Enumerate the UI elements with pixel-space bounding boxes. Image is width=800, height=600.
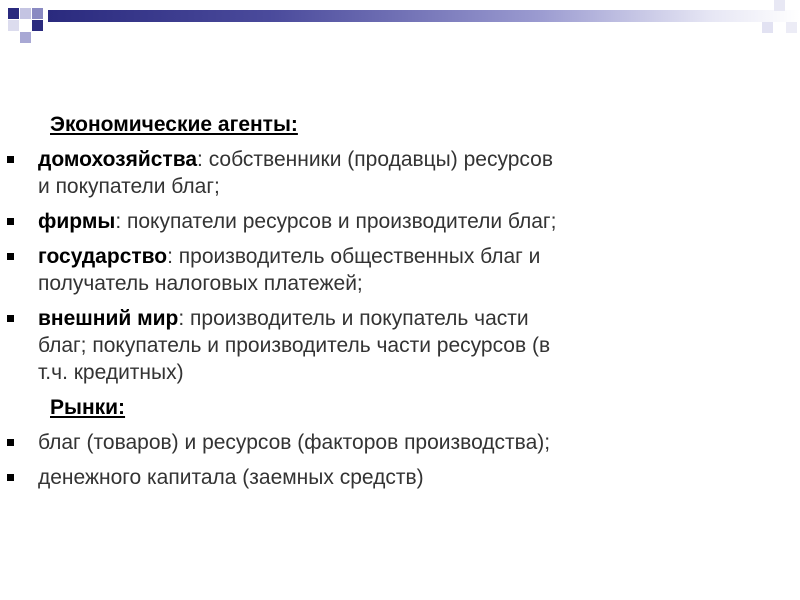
bullet-item [0, 243, 800, 297]
bullet-term: фирмы [38, 210, 116, 233]
bullet-text: получатель налоговых платежей; [38, 272, 363, 295]
gradient-bar [48, 10, 800, 22]
section-heading: Рынки: [50, 396, 126, 419]
bullet-text: : производитель общественных благ и [167, 245, 541, 268]
decor-square [32, 8, 43, 19]
bullet-line [38, 332, 800, 359]
decor-square [762, 22, 773, 33]
bullet-text: т.ч. кредитных) [38, 361, 184, 384]
bullet-line [38, 208, 800, 235]
bullet-marker [7, 439, 14, 446]
bullet-line [38, 429, 800, 456]
bullet-line [38, 359, 800, 386]
decor-square [20, 32, 31, 43]
slide-body [0, 111, 800, 491]
bullet-item [0, 464, 800, 491]
bullet-item [0, 429, 800, 456]
bullet-marker [7, 253, 14, 260]
bullet-text: денежного капитала (заемных средств) [38, 466, 424, 489]
decor-square [32, 20, 43, 31]
bullet-text: благ (товаров) и ресурсов (факторов производства); [38, 431, 551, 454]
bullet-text: : производитель и покупатель части [178, 307, 529, 330]
bullet-marker [7, 315, 14, 322]
bullet-line [38, 173, 800, 200]
bullet-line [38, 270, 800, 297]
decor-square [20, 8, 31, 19]
bullet-item [0, 305, 800, 386]
bullet-text: и покупатели благ; [38, 175, 220, 198]
bullet-text: : собственники (продавцы) ресурсов [197, 148, 553, 171]
bullet-line [38, 243, 800, 270]
decor-square [8, 8, 19, 19]
decor-square [8, 20, 19, 31]
bullet-line [38, 305, 800, 332]
bullet-marker [7, 156, 14, 163]
bullet-line [38, 464, 800, 491]
bullet-marker [7, 218, 14, 225]
decor-square [786, 22, 797, 33]
bullet-item [0, 208, 800, 235]
bullet-term: государство [38, 245, 168, 268]
bullet-term: домохозяйства [38, 148, 198, 171]
bullet-marker [7, 474, 14, 481]
bullet-text: благ; покупатель и производитель части ресурсов (в [38, 334, 551, 357]
bullet-line [38, 146, 800, 173]
section-heading: Экономические агенты: [50, 113, 298, 136]
decor-square [774, 0, 785, 11]
bullet-term: внешний мир [38, 307, 179, 330]
bullet-item [0, 146, 800, 200]
bullet-text: : покупатели ресурсов и производители благ; [115, 210, 557, 233]
